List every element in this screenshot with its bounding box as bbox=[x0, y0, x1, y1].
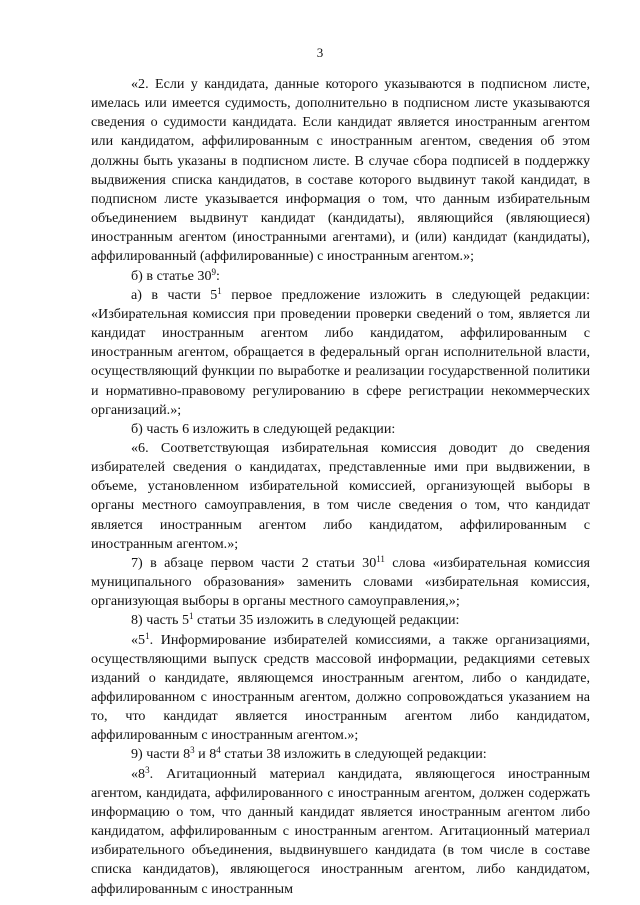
page-number: 3 bbox=[316, 45, 324, 60]
paragraph-text: и 8 bbox=[194, 746, 217, 763]
paragraph-text: 9) части 8 bbox=[131, 746, 191, 763]
document-body bbox=[91, 75, 590, 899]
superscript: 1 bbox=[189, 611, 194, 622]
paragraph-text: первое предложение изложить в следующей редакции: «Избирательная комиссия при проведении проверки сведений о том, является ли кандидат иностранным агентом либо кандидатом, аффилированным с иностранным агентом, обращается в федеральный орган исполнительной власти, осуществляющий функции по выработке и реализации государственной политики и нормативно-правовому регулированию в сфере регистрации некоммерческих организаций.»; bbox=[91, 286, 590, 418]
paragraph-item-9 bbox=[91, 745, 590, 764]
paragraph-amendment-2: «2. Если у кандидата, данные которого указываются в подписном листе, имелась или имеется судимость, дополнительно в подписном листе указываются сведения о судимости кандидата. Если кандидат является иностранным агентом или кандидатом, аффилированным с иностранным агентом, сведения об этом должны быть указаны в подписном листе. В случае сбора подписей в поддержку выдвижения списка кандидатов, в составе которого выдвинут такой кандидат, в подписном листе указывается информация о том, что данным избирательным объединением выдвинут кандидат (кандидаты), являющийся (являющиеся) иностранным агентом (иностранными агентами), и (или) кандидат (кандидаты), аффилированный (аффилированные) с иностранным агентом.»; bbox=[91, 76, 590, 265]
paragraph-text: статьи 38 изложить в следующей редакции: bbox=[220, 746, 487, 763]
paragraph-text: «8 bbox=[131, 765, 146, 782]
superscript: 4 bbox=[216, 745, 221, 756]
paragraph-text: : bbox=[216, 267, 220, 284]
paragraph-item-7 bbox=[91, 554, 590, 611]
paragraph-text: статьи 35 изложить в следующей редакции: bbox=[193, 612, 460, 629]
superscript: 9 bbox=[211, 266, 217, 277]
paragraph-item-8 bbox=[91, 611, 590, 630]
superscript: 1 bbox=[217, 285, 222, 296]
paragraph-article-30-9 bbox=[91, 267, 590, 286]
paragraph-part-8-3-text bbox=[91, 765, 590, 899]
paragraph-part-5-1 bbox=[91, 286, 590, 420]
paragraph-text: 8) часть 5 bbox=[131, 612, 190, 629]
paragraph-text: . Агитационный материал кандидата, являющегося иностранным агентом, кандидата, аффилированного с иностранным агентом, должен содержать информацию о том, что данный кандидат является иностранным агентом либо кандидатом, аффилированным с иностранным агентом. Агитационный материал избирательного объединения, выдвинувшего кандидата (в том числе в составе списка кандидатов), являющегося иностранным агентом, либо кандидатом, аффилированным с иностранным bbox=[91, 765, 590, 897]
paragraph-text: а) в части 5 bbox=[131, 286, 218, 303]
superscript: 3 bbox=[190, 745, 195, 756]
paragraph-text: 7) в абзаце первом части 2 статьи 30 bbox=[131, 554, 377, 571]
superscript: 3 bbox=[145, 764, 150, 775]
superscript: 11 bbox=[376, 553, 385, 564]
paragraph-text: . Информирование избирателей комиссиями, а также организациями, осуществляющими выпуск средств массовой информации, редакциями сетевых изданий о кандидате, являющемся иностранным агентом, либо о кандидате, аффилированном с иностранным агентом, должно сопровождаться указанием на то, что кандидат является иностранным агентом либо кандидатом, аффилированным с иностранным агентом.»; bbox=[91, 631, 590, 744]
paragraph-part-5-1-text bbox=[91, 631, 590, 746]
paragraph-part-6-text: «6. Соответствующая избирательная комиссия доводит до сведения избирателей сведения о кандидатах, представленные ими при выдвижении, в объеме, установленном избирательной комиссией, организующей выборы в органы местного самоуправления, в том числе сведения о том, что кандидат является иностранным агентом либо кандидатом, аффилированным с иностранным агентом.»; bbox=[91, 439, 590, 552]
paragraph-text: б) в статье 30 bbox=[131, 267, 212, 284]
paragraph-text: «5 bbox=[131, 631, 146, 648]
paragraph-part-6-header: б) часть 6 изложить в следующей редакции: bbox=[131, 420, 396, 437]
paragraph-text: слова «избирательная комиссия муниципального образования» заменить словами «избирательная комиссия, организующая выборы в органы местного самоуправления,»; bbox=[91, 554, 590, 610]
superscript: 1 bbox=[145, 630, 150, 641]
